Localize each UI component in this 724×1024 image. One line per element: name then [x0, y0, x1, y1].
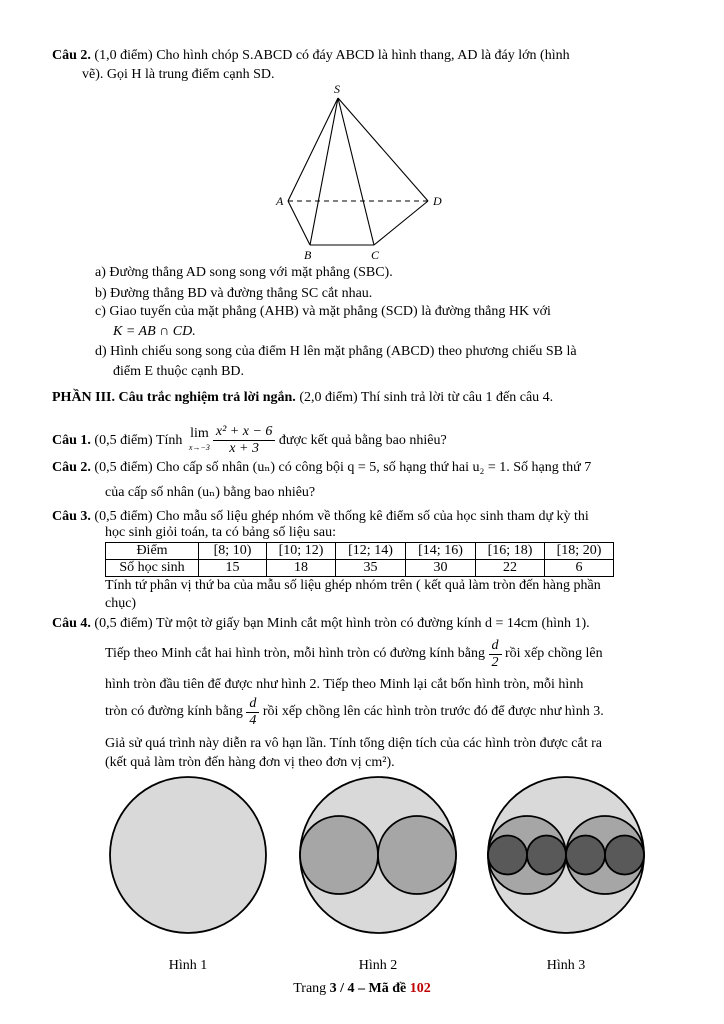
q2-option-d-text: d) Hình chiếu song song của điểm H lên mặt phẳng (ABCD) theo phương chiếu SB là	[95, 344, 577, 359]
table-cell: [14; 16)	[406, 543, 476, 560]
q2-option-d-cont: điểm E thuộc cạnh BD.	[113, 364, 245, 379]
edge-sc	[338, 98, 374, 245]
s3-text2: học sinh giỏi toán, ta có bảng số liệu sau:	[105, 525, 336, 540]
figure-3-small-circle-1	[488, 836, 527, 875]
q2-line1	[52, 47, 672, 65]
s1-lim-word: lim	[190, 425, 209, 441]
footer-code: 102	[409, 981, 431, 996]
s4-text2b: rồi xếp chồng lên	[505, 646, 603, 661]
table-header-row	[106, 543, 614, 560]
s1-post: được kết quả bằng bao nhiêu?	[278, 432, 447, 448]
s4-frac-d2-num: d	[489, 638, 502, 655]
q2-option-c	[95, 303, 672, 321]
table-cell: 18	[267, 560, 336, 577]
table-cell: 15	[199, 560, 267, 577]
table-cell: [18; 20)	[545, 543, 614, 560]
s3-text4: chục)	[105, 596, 137, 611]
s4-frac-d4	[246, 696, 259, 729]
s4-text6: (kết quả làm tròn đến hàng đơn vị theo đơn vị cm²).	[105, 755, 395, 770]
table-cell: 6	[545, 560, 614, 577]
s2-text1: (0,5 điểm) Cho cấp số nhân (uₙ) có công bội q = 5, số hạng thứ hai u₂ = 1. Số hạng thứ 7	[94, 460, 592, 475]
s4-frac-d2	[489, 638, 502, 671]
s1-fraction	[213, 424, 276, 457]
s1-pre: (0,5 điểm) Tính	[94, 432, 183, 448]
score-table	[105, 542, 614, 577]
s4-text2a: Tiếp theo Minh cắt hai hình tròn, mỗi hình tròn có đường kính bằng	[105, 646, 485, 661]
table-cell: Điểm	[106, 543, 199, 560]
table-cell: [12; 14)	[336, 543, 406, 560]
s1-limit	[189, 427, 210, 455]
edge-sb	[310, 98, 338, 245]
vertex-a-label: A	[276, 194, 284, 208]
s4-text4a: tròn có đường kính bằng	[105, 704, 243, 719]
q2-option-c-text: c) Giao tuyến của mặt phẳng (AHB) và mặt phẳng (SCD) là đường thẳng HK với	[95, 304, 551, 319]
pyramid-figure	[270, 80, 450, 265]
s1-lim-sub: x→−3	[188, 442, 210, 452]
table-cell: [16; 18)	[476, 543, 545, 560]
s1-line	[52, 424, 447, 457]
s4-text4b: rồi xếp chồng lên các hình tròn trước đó để được như hình 3.	[262, 704, 604, 719]
figure-2-mid-circle-left	[300, 816, 378, 894]
s2-line1	[52, 459, 672, 477]
edge-sd	[338, 98, 428, 201]
edge-cd	[374, 201, 428, 245]
q2-option-b: b) Đường thẳng BD và đường thẳng SC cắt nhau.	[95, 286, 373, 301]
edge-sa	[288, 98, 338, 201]
s4-line2	[105, 637, 603, 671]
q2-label: Câu 2.	[52, 48, 91, 63]
footer-prefix: Trang	[293, 981, 327, 996]
s4-text5: Giả sử quá trình này diễn ra vô hạn lần. Tính tổng diện tích của các hình tròn được cắt ra	[105, 736, 602, 751]
part3-desc: (2,0 điểm) Thí sinh trả lời từ câu 1 đến câu 4.	[299, 390, 554, 405]
circles-figure	[0, 770, 724, 980]
table-cell: 35	[336, 560, 406, 577]
edge-ab	[288, 201, 310, 245]
figure-1-circle	[110, 777, 266, 933]
figure-3-small-circle-2	[527, 836, 566, 875]
table-cell: [10; 12)	[267, 543, 336, 560]
s1-label: Câu 1.	[52, 432, 91, 448]
vertex-c-label: C	[371, 248, 380, 262]
footer-page: 3 / 4	[329, 981, 355, 996]
s3-text1: (0,5 điểm) Cho mẫu số liệu ghép nhóm về thống kê điểm số của học sinh tham dự kỳ thi	[94, 509, 589, 524]
figure-3-small-circle-3	[566, 836, 605, 875]
figure-1	[110, 777, 266, 933]
table-cell: [8; 10)	[199, 543, 267, 560]
part3-heading	[52, 389, 553, 407]
figure-2	[300, 777, 456, 933]
s4-text3: hình tròn đầu tiên để được như hình 2. Tiếp theo Minh lại cắt bốn hình tròn, mỗi hình	[105, 677, 584, 692]
vertex-s-label: S	[334, 82, 340, 96]
s1-denominator: x + 3	[229, 441, 259, 456]
q2-option-a: a) Đường thẳng AD song song với mặt phẳng (SBC).	[95, 265, 393, 280]
vertex-d-label: D	[433, 194, 442, 208]
table-cell: Số học sinh	[106, 560, 199, 577]
figure-2-mid-circle-right	[378, 816, 456, 894]
s4-label: Câu 4.	[52, 616, 91, 631]
table-row	[106, 560, 614, 577]
table-cell: 22	[476, 560, 545, 577]
s4-frac-d4-num: d	[246, 696, 259, 713]
figure-3	[488, 777, 644, 933]
s1-numerator: x² + x − 6	[213, 424, 276, 441]
s2-text2: của cấp số nhân (uₙ) bằng bao nhiêu?	[105, 485, 316, 500]
footer-sep: –	[358, 981, 366, 996]
q2-option-d	[95, 343, 672, 361]
s4-text1: (0,5 điểm) Từ một tờ giấy bạn Minh cắt một hình tròn có đường kính d = 14cm (hình 1).	[94, 616, 590, 631]
table-cell: 30	[406, 560, 476, 577]
vertex-b-label: B	[304, 248, 312, 262]
figure-2-caption: Hình 2	[358, 958, 398, 973]
s3-label: Câu 3.	[52, 509, 91, 524]
s4-frac-d2-den: 2	[491, 654, 499, 670]
q2-text1: (1,0 điểm) Cho hình chóp S.ABCD có đáy ABCD là hình thang, AD là đáy lớn (hình	[94, 48, 570, 63]
page-footer	[0, 980, 724, 998]
figure-3-small-circle-4	[605, 836, 644, 875]
s4-line4	[105, 694, 604, 730]
s2-label: Câu 2.	[52, 460, 91, 475]
s4-line1	[52, 615, 672, 633]
figure-3-caption: Hình 3	[546, 958, 586, 973]
part3-title: PHẦN III. Câu trắc nghiệm trả lời ngắn.	[52, 390, 296, 405]
s3-text3: Tính tứ phân vị thứ ba của mẫu số liệu ghép nhóm trên ( kết quả làm tròn đến hàng phần	[105, 578, 601, 593]
footer-code-label: Mã đề	[368, 981, 407, 996]
q2-text2: vẽ). Gọi H là trung điểm cạnh SD.	[82, 67, 275, 82]
figure-1-caption: Hình 1	[168, 958, 208, 973]
q2-option-c-formula: K = AB ∩ CD.	[113, 324, 196, 339]
s4-frac-d4-den: 4	[249, 712, 257, 728]
